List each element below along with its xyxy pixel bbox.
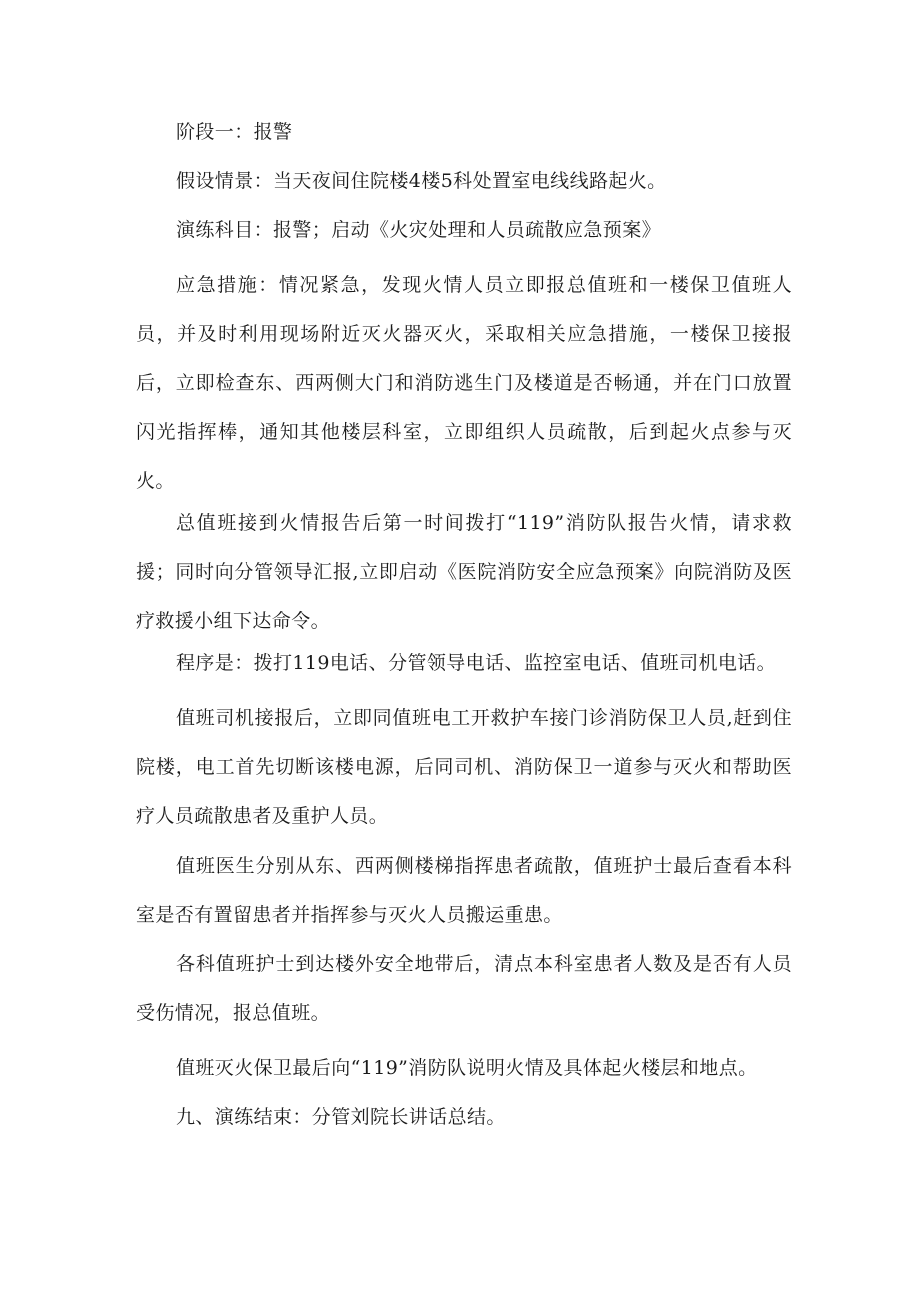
driver-paragraph: 值班司机接报后，立即同值班电工开救护车接门诊消防保卫人员,赶到住院楼，电工首先切断该楼电源，后同司机、消防保卫一道参与灭火和帮助医疗人员疏散患者及重护人员。 bbox=[136, 707, 792, 827]
duty-officer-paragraph: 总值班接到火情报告后第一时间拨打“119”消防队报告火情，请求救援；同时向分管领导汇报,立即启动《医院消防安全应急预案》向院消防及医疗救援小组下达命令。 bbox=[136, 512, 792, 632]
procedure-paragraph: 程序是：拨打119电话、分管领导电话、监控室电话、值班司机电话。 bbox=[176, 652, 777, 674]
drill-end-paragraph: 九、演练结束：分管刘院长讲话总结。 bbox=[176, 1106, 506, 1128]
nurse-headcount-paragraph: 各科值班护士到达楼外安全地带后，清点本科室患者人数及是否有人员受伤情况，报总值班。 bbox=[136, 953, 792, 1024]
stage-heading: 阶段一：报警 bbox=[176, 121, 293, 143]
scenario-paragraph: 假设情景：当天夜间住院楼4楼5科处置室电线线路起火。 bbox=[176, 170, 667, 192]
emergency-measures-paragraph: 应急措施：情况紧急，发现火情人员立即报总值班和一楼保卫值班人员，并及时利用现场附近灭火器灭火，采取相关应急措施，一楼保卫接报后，立即检查东、西两侧大门和消防逃生门及楼道是否畅通，并在门口放置闪光指挥棒，通知其他楼层科室，立即组织人员疏散，后到起火点参与灭火。 bbox=[136, 274, 792, 492]
fire-security-paragraph: 值班灭火保卫最后向“119”消防队说明火情及具体起火楼层和地点。 bbox=[176, 1057, 758, 1079]
doctor-nurse-paragraph: 值班医生分别从东、西两侧楼梯指挥患者疏散，值班护士最后查看本科室是否有置留患者并指挥参与灭火人员搬运重患。 bbox=[136, 855, 792, 926]
drill-subject-paragraph: 演练科目：报警；启动《火灾处理和人员疏散应急预案》 bbox=[176, 219, 662, 241]
